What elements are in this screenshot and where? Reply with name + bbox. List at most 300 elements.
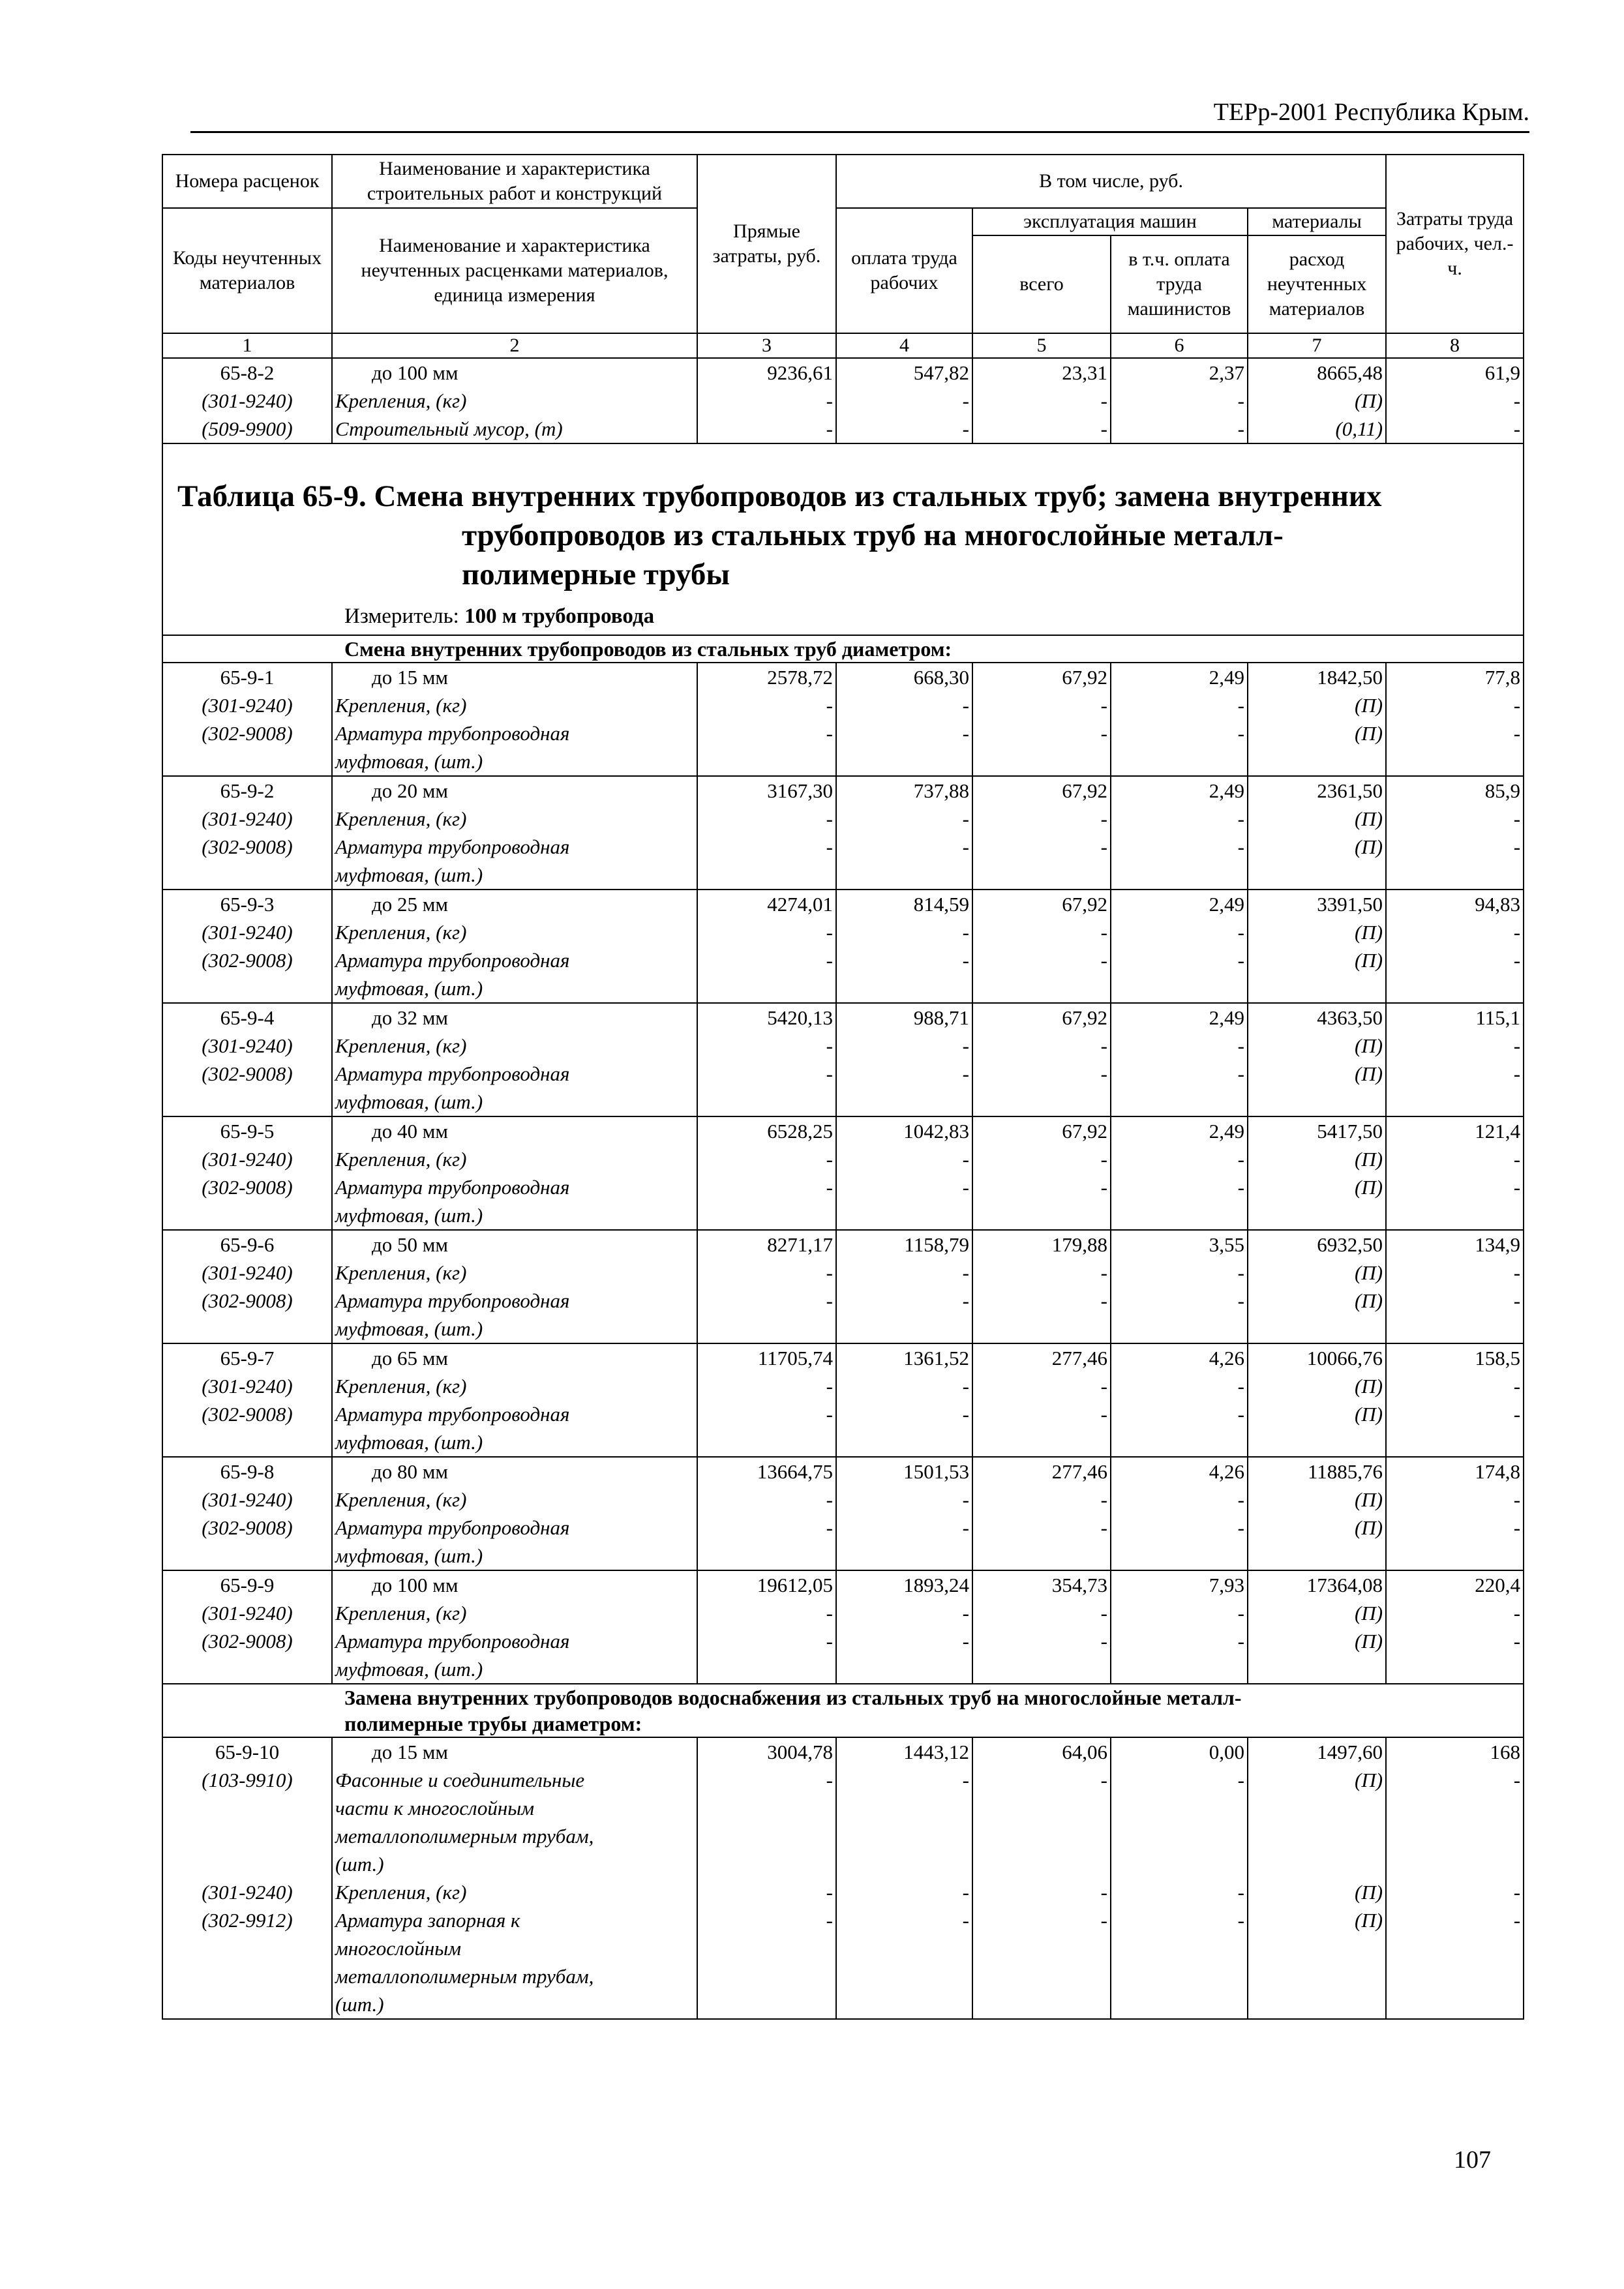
measure-unit [163,602,1523,635]
cell-value: - [1100,835,1107,858]
cell-value: - [1513,1630,1521,1653]
labor-hours: 174,8 [1475,1460,1521,1483]
machines-total-cell [972,1737,1111,2019]
cell-value: - [1513,722,1521,745]
direct-cost-cell [697,663,836,776]
cell-value: - [826,1769,833,1791]
direct-cost-cell [697,890,836,1003]
material-name: Арматура трубопроводная [335,949,570,972]
direct-cost: 13664,75 [757,1460,833,1483]
direct-cost: 9236,61 [767,361,833,384]
labor-hours-cell [1386,890,1524,1003]
rate-codes-cell [162,1343,332,1457]
labor-hours-cell [1386,1003,1524,1116]
table-row [162,776,1524,890]
labor-hours-cell [1386,1116,1524,1230]
table-row [162,663,1524,776]
labor-cost: 737,88 [913,779,969,802]
col-number: 2 [332,333,697,358]
cell-value: - [826,389,833,412]
machinist-cost-cell [1111,1116,1248,1230]
material-name: Крепления, (кг) [335,1488,467,1511]
cell-value: - [962,1148,969,1171]
material-name: Фасонные и соединительные [335,1769,585,1791]
machines-total: 67,92 [1062,893,1107,916]
header-col6: в т.ч. оплата труда машинистов [1111,235,1248,333]
material-code: (301-9240) [202,1375,293,1398]
direct-cost: 11705,74 [757,1347,833,1369]
material-name: части к многослойным [335,1797,535,1819]
material-name: Арматура трубопроводная [335,1630,570,1653]
labor-hours: 158,5 [1475,1347,1521,1369]
machinist-cost: 2,49 [1209,1006,1244,1029]
cell-value: - [1100,1630,1107,1653]
materials-cost-cell [1248,1116,1386,1230]
direct-cost-cell [697,1457,836,1570]
labor-hours: 134,9 [1475,1233,1521,1256]
rate-code: 65-9-5 [220,1120,275,1143]
labor-cost: 1443,12 [903,1741,969,1763]
blank-line [166,1088,329,1116]
header-group: В том числе, руб. [836,155,1386,208]
cell-value: - [1100,807,1107,830]
cell-value: - [1237,1769,1244,1791]
blank-line [839,1822,969,1850]
material-name: муфтовая, (шт.) [335,1090,483,1113]
cell-value: - [826,949,833,972]
rate-codes-cell [162,1116,332,1230]
rate-codes-cell [162,1003,332,1116]
cell-value: - [1237,1516,1244,1539]
direct-cost-cell [697,776,836,890]
machines-total: 64,06 [1062,1741,1107,1763]
machines-total-cell [972,1343,1111,1457]
cell-value: (П) [1355,1881,1383,1904]
direct-cost-cell [697,1737,836,2019]
material-name: муфтовая, (шт.) [335,1204,483,1227]
section-heading: Смена внутренних трубопроводов из стальных труб диаметром: [162,635,1524,663]
direct-cost-cell [697,1116,836,1230]
material-code: (302-9912) [202,1909,293,1932]
material-code: (302-9008) [202,722,293,745]
col-number: 1 [162,333,332,358]
labor-cost-cell [836,1003,972,1116]
blank-line [976,1822,1107,1850]
cell-value: (П) [1355,1516,1383,1539]
cell-value: - [826,1062,833,1085]
machinist-cost: 3,55 [1209,1233,1244,1256]
rates-table [162,154,1524,2020]
labor-hours: 220,4 [1475,1574,1521,1596]
blank-line [1389,1850,1520,1878]
rate-names-cell [332,1003,697,1116]
cell-value: - [1513,807,1521,830]
direct-cost: 4274,01 [767,893,833,916]
blank-line [166,1934,329,1962]
cell-value: - [962,1176,969,1199]
rate-name: до 65 мм [372,1347,449,1369]
labor-cost-cell [836,1230,972,1343]
cell-value: - [1513,1034,1521,1057]
machines-total-cell [972,1116,1111,1230]
cell-value: - [1237,694,1244,717]
col-number: 4 [836,333,972,358]
header-col4: оплата труда рабочих [836,208,972,333]
rate-codes-cell [162,1737,332,2019]
labor-cost: 1042,83 [903,1120,969,1143]
material-name: Крепления, (кг) [335,807,467,830]
blank-line [166,1794,329,1822]
cell-value: - [1513,1062,1521,1085]
material-name: Арматура трубопроводная [335,835,570,858]
rate-names-cell [332,890,697,1003]
labor-hours-cell [1386,1570,1524,1684]
blank-line [839,1794,969,1822]
materials-cost: 1497,60 [1317,1741,1383,1763]
machinist-cost-cell [1111,663,1248,776]
materials-cost-cell [1248,1230,1386,1343]
rate-code: 65-9-4 [220,1006,275,1029]
direct-cost: 5420,13 [767,1006,833,1029]
labor-hours: 115,1 [1475,1006,1521,1029]
cell-value: - [962,1630,969,1653]
cell-value: - [1513,1488,1521,1511]
measure-label: Измеритель: [344,605,465,628]
blank-line [1251,1822,1383,1850]
blank-line [166,1315,329,1343]
table-title-cell [162,443,1524,635]
cell-value: - [1513,1261,1521,1284]
cell-value: - [1513,921,1521,944]
cell-value: - [826,1602,833,1624]
rate-code: 65-9-3 [220,893,275,916]
rate-name: до 32 мм [372,1006,449,1029]
cell-value: - [1100,417,1107,440]
cell-value: (П) [1355,1289,1383,1312]
cell-value: - [1237,389,1244,412]
materials-cost-cell [1248,776,1386,890]
rate-name: до 25 мм [372,893,449,916]
cell-value: - [826,1909,833,1932]
labor-cost: 668,30 [913,666,969,689]
cell-value: - [826,722,833,745]
rate-codes-cell [162,776,332,890]
blank-line [1114,1850,1244,1878]
cell-value: (П) [1355,1488,1383,1511]
materials-cost: 1842,50 [1317,666,1383,689]
cell-value: - [1100,1062,1107,1085]
header-col2-top: Наименование и характеристика строительных работ и конструкций [332,155,697,208]
header-col7: расход неучтенных материалов [1248,235,1386,333]
labor-hours: 94,83 [1475,893,1521,916]
header-col8: Затраты труда рабочих, чел.-ч. [1386,155,1524,333]
col-number: 8 [1386,333,1524,358]
cell-value: - [1100,722,1107,745]
rate-name: до 50 мм [372,1233,449,1256]
direct-cost: 8271,17 [767,1233,833,1256]
rate-name: до 15 мм [372,1741,449,1763]
material-code: (301-9240) [202,921,293,944]
rate-names-cell [332,1343,697,1457]
direct-cost-cell [697,1570,836,1684]
rate-code: 65-8-2 [220,361,275,384]
materials-cost-cell [1248,1457,1386,1570]
machinist-cost-cell [1111,1570,1248,1684]
rate-names-cell [332,1737,697,2019]
cell-value: - [1513,835,1521,858]
material-name: муфтовая, (шт.) [335,1658,483,1681]
cell-value: (П) [1355,722,1383,745]
rate-name: до 80 мм [372,1460,449,1483]
machinist-cost: 0,00 [1209,1741,1244,1763]
machines-total: 67,92 [1062,1120,1107,1143]
cell-value: (П) [1355,1261,1383,1284]
cell-value: - [1237,1488,1244,1511]
machinist-cost: 4,26 [1209,1347,1244,1369]
header-col3: Прямые затраты, руб. [697,155,836,333]
cell-value: (П) [1355,1630,1383,1653]
cell-value: - [1237,1881,1244,1904]
cell-value: (П) [1355,921,1383,944]
machines-total-cell [972,1570,1111,1684]
labor-cost: 988,71 [913,1006,969,1029]
machinist-cost-cell [1111,1457,1248,1570]
material-code: (301-9240) [202,389,293,412]
cell-value: - [962,1488,969,1511]
machines-total-cell [972,1457,1111,1570]
blank-line [166,1990,329,2018]
cell-value: - [1100,1909,1107,1932]
material-code: (302-9008) [202,1176,293,1199]
cell-value: - [962,921,969,944]
cell-value: - [826,835,833,858]
blank-line [1389,1794,1520,1822]
rate-code: 65-9-6 [220,1233,275,1256]
materials-cost: 10066,76 [1306,1347,1383,1369]
table-title [177,477,1523,594]
material-code: (301-9240) [202,807,293,830]
material-name: Арматура трубопроводная [335,1176,570,1199]
rate-names-cell [332,1457,697,1570]
cell-value: - [962,1289,969,1312]
cell-value: - [1513,389,1521,412]
blank-line [166,1822,329,1850]
measure-value: 100 м трубопровода [464,605,655,628]
header-rule [190,131,1529,133]
cell-value: - [962,949,969,972]
labor-hours: 168 [1490,1741,1521,1763]
machines-total-cell [972,663,1111,776]
cell-value: - [1100,921,1107,944]
cell-value: - [1513,1375,1521,1398]
cell-value: - [1513,1289,1521,1312]
cell-value: (П) [1355,1375,1383,1398]
blank-line [166,1428,329,1456]
rate-code: 65-9-10 [215,1741,280,1763]
rate-name: до 20 мм [372,779,449,802]
material-code: (301-9240) [202,1881,293,1904]
cell-value: - [962,1062,969,1085]
labor-cost-cell [836,1570,972,1684]
materials-cost: 4363,50 [1317,1006,1383,1029]
cell-value: (П) [1355,807,1383,830]
direct-cost: 3167,30 [767,779,833,802]
materials-cost: 3391,50 [1317,893,1383,916]
header-col2-bottom: Наименование и характеристика неучтенных расценками материалов, единица измерения [332,208,697,333]
rate-names-cell [332,1230,697,1343]
machines-total: 67,92 [1062,666,1107,689]
material-name: Крепления, (кг) [335,389,467,412]
table-title-line: полимерные трубы [462,558,730,591]
cell-value: (П) [1355,1602,1383,1624]
labor-hours: 85,9 [1484,779,1521,802]
rate-code: 65-9-1 [220,666,275,689]
materials-cost-cell [1248,1003,1386,1116]
machines-total: 277,46 [1051,1347,1107,1369]
cell-value: - [1237,1602,1244,1624]
rate-codes-cell [162,890,332,1003]
blank-line [1251,1794,1383,1822]
cell-value: (П) [1355,1909,1383,1932]
rate-codes-cell [162,663,332,776]
machines-total: 354,73 [1051,1574,1107,1596]
labor-cost: 547,82 [913,361,969,384]
cell-value: - [962,1403,969,1426]
material-name: Арматура трубопроводная [335,1289,570,1312]
cell-value: (П) [1355,694,1383,717]
cell-value: - [1237,835,1244,858]
material-code: (301-9240) [202,694,293,717]
machines-total-cell [972,1003,1111,1116]
blank-line [1114,1822,1244,1850]
cell-value: (П) [1355,1062,1383,1085]
cell-value: - [826,694,833,717]
cell-value: - [826,1488,833,1511]
cell-value: - [1513,1148,1521,1171]
rate-code: 65-9-2 [220,779,275,802]
cell-value: - [1237,1148,1244,1171]
machinist-cost-cell [1111,1737,1248,2019]
materials-cost: 2361,50 [1317,779,1383,802]
materials-cost-cell [1248,1570,1386,1684]
material-code: (302-9008) [202,949,293,972]
cell-value: - [1237,417,1244,440]
machines-total: 67,92 [1062,1006,1107,1029]
table-row [162,1343,1524,1457]
material-code: (301-9240) [202,1261,293,1284]
cell-value: - [1100,1403,1107,1426]
rate-name: до 15 мм [372,666,449,689]
blank-line [166,974,329,1002]
material-name: Крепления, (кг) [335,1375,467,1398]
section-heading-line: Замена внутренних трубопроводов водоснабжения из стальных труб на многослойные металл- [344,1686,1242,1709]
direct-cost: 2578,72 [767,666,833,689]
machinist-cost: 2,49 [1209,666,1244,689]
cell-value: - [826,1630,833,1653]
cell-value: - [826,1375,833,1398]
material-name: муфтовая, (шт.) [335,977,483,1000]
blank-line [700,1822,833,1850]
section-row [162,1684,1524,1737]
table-row [162,890,1524,1003]
material-name: (шт.) [335,1853,384,1876]
material-code: (302-9008) [202,1403,293,1426]
cell-value: - [826,1289,833,1312]
labor-cost-cell [836,1343,972,1457]
rate-names-cell [332,776,697,890]
cell-value: - [826,1148,833,1171]
material-name: Крепления, (кг) [335,1148,467,1171]
blank-line [166,861,329,889]
cell-value: - [826,417,833,440]
material-name: Крепления, (кг) [335,1034,467,1057]
material-name: Арматура трубопроводная [335,1516,570,1539]
section-heading-line: полимерные трубы диаметром: [344,1712,642,1735]
rate-code: 65-9-8 [220,1460,275,1483]
material-name: Крепления, (кг) [335,1881,467,1904]
cell-value: (П) [1355,1034,1383,1057]
rate-code: 65-9-7 [220,1347,275,1369]
materials-cost: 11885,76 [1307,1460,1383,1483]
machinist-cost: 2,49 [1209,779,1244,802]
cell-value: - [1100,1176,1107,1199]
cell-value: - [826,1881,833,1904]
rate-names-cell [332,1116,697,1230]
cell-value: (П) [1355,1176,1383,1199]
rate-codes-cell [162,1230,332,1343]
labor-cost-cell [836,1116,972,1230]
cell-value: - [1100,1289,1107,1312]
cell-value: - [1237,1261,1244,1284]
labor-cost: 1893,24 [903,1574,969,1596]
cell-value: - [826,921,833,944]
table-row [162,358,1524,443]
cell-value: - [826,1176,833,1199]
material-code: (302-9008) [202,1630,293,1653]
cell-value: - [1100,1261,1107,1284]
cell-value: - [826,1261,833,1284]
col-number: 7 [1248,333,1386,358]
rate-codes-cell [162,1570,332,1684]
cell-value: - [962,694,969,717]
machinist-cost-cell [1111,1003,1248,1116]
labor-cost-cell [836,776,972,890]
cell-value: - [1100,1516,1107,1539]
header-machines: эксплуатация машин [972,208,1248,235]
machines-total: 277,46 [1051,1460,1107,1483]
cell-value: - [1513,694,1521,717]
header-materials: материалы [1248,208,1386,235]
labor-cost-cell [836,890,972,1003]
machinist-cost: 2,49 [1209,1120,1244,1143]
cell-value: - [1513,1769,1521,1791]
table-title-line: Таблица 65-9. Смена внутренних трубопроводов из стальных труб; замена внутренних [177,479,1382,513]
labor-hours-cell [1386,776,1524,890]
blank-line [1389,1822,1520,1850]
blank-line [166,1655,329,1683]
table-row [162,1570,1524,1684]
material-name: Крепления, (кг) [335,694,467,717]
materials-cost-cell [1248,1737,1386,2019]
material-name: многослойным [335,1937,462,1960]
cell-value: - [1237,1176,1244,1199]
document-title: ТЕРр-2001 Республика Крым. [1213,98,1529,126]
material-name: Арматура трубопроводная [335,1403,570,1426]
material-code: (509-9900) [202,417,293,440]
materials-cost: 5417,50 [1317,1120,1383,1143]
cell-value: - [962,389,969,412]
material-code: (301-9240) [202,1602,293,1624]
